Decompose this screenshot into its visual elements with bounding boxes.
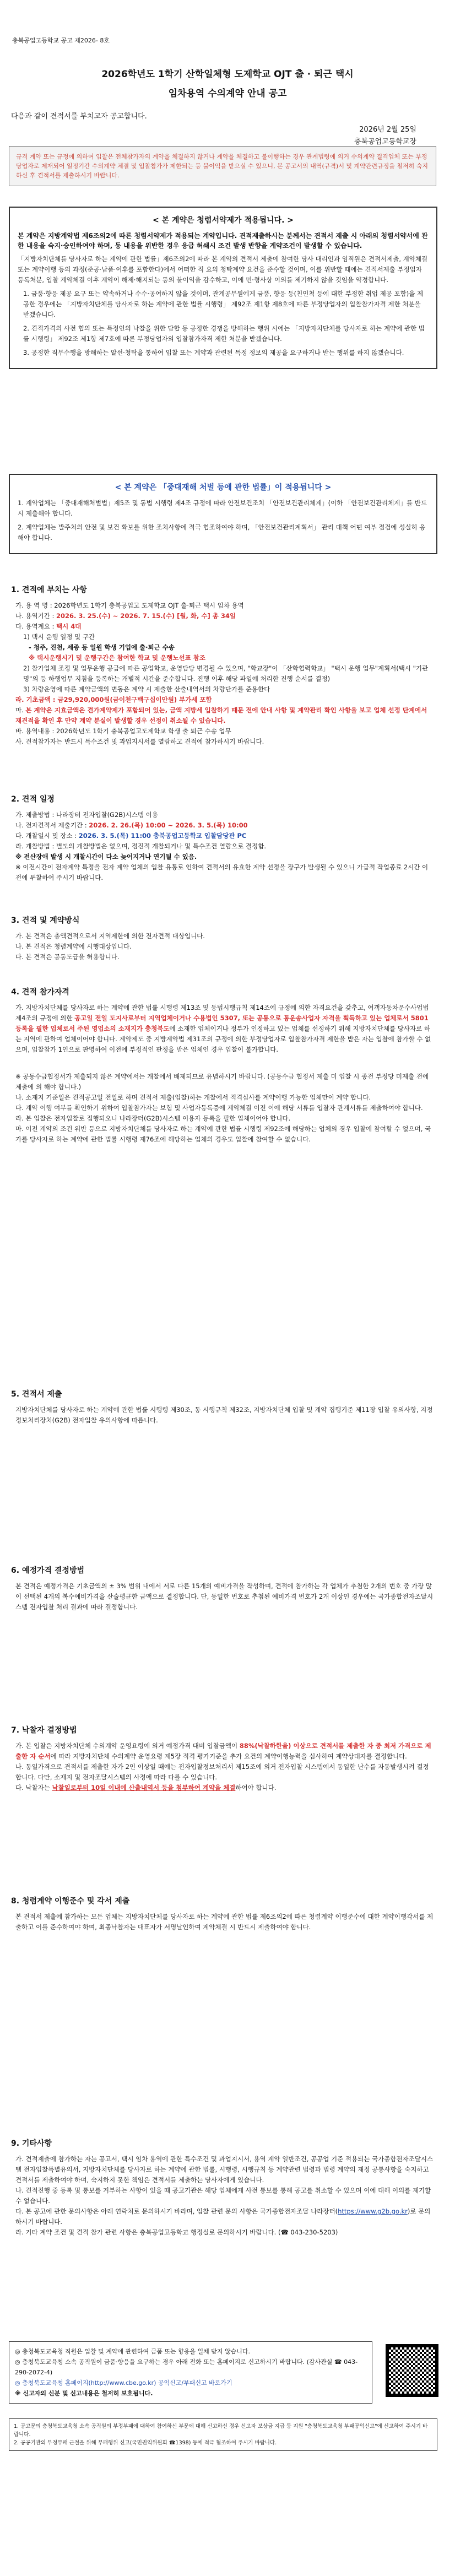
integrity-summary: 본 계약은 지방계약법 제6조의2에 따른 청렴서약제가 적용되는 계약입니다. 견적제출하시는 분께서는 견적서 제출 시 아래의 청렴서약서에 관한 내용을 숙지·승인하여야 하며, 동 내용을 위반한 경우 응급 허쇄시 조건 발생 반향을 게약조건이 발생할 수 있습니다. — [18, 232, 428, 250]
intro-text: 다음과 같이 견적서를 부치고자 공고합니다. — [11, 112, 147, 121]
award-rule-a: 가. 본 입찰은 지방자치단체 수의계약 운영요령에 의거 예정가격 대비 입찰금액이 88%(낙찰하한율) 이상으로 견적서를 제출한 자 중 최저 가격으로 제출한 자 순서에 따라 지방자치단체 수의계약 운영요령 제5장 적격 평가기준을 추가 요건의 계약이행능력을 심사하여 계약상대자를 결정합니다. — [15, 1742, 431, 1760]
section-6-heading: 6. 예정가격 결정방법 — [11, 1566, 84, 1575]
bidder-instruction: 사. 견적참가자는 반드시 특수조건 및 과업지시서를 열람하고 견적에 참가하시기 바랍니다. — [15, 738, 264, 745]
misc-c: 다. 본 공고에 관한 문의사항은 아래 연락처로 문의하시기 바라며, 입찰 관련 문의 사항은 국가종합전자조달 나라장터(https://www.g2b.go.kr)로 문의하시기 바랍니다. — [15, 2207, 431, 2226]
service-overview: 다. 용역계요 : 택시 4대 — [15, 623, 82, 630]
misc-a: 가. 견적제출에 참가하는 자는 공고서, 택시 임차 용역에 관한 특수조건 및 과업지시서, 용역 계약 일반조건, 공공업 기준 적용되는 국가종합전자조달시스템 전자입찰특별유의서, 지방자치단체를 당사자로 하는 계약에 관한 법률, 시행령, 시행규칙 등 계약관련 법령과 법령 계약의 재정 공통사항을 숙지하고 견적서를 제출하여야 하며, 숙지하지 못한 책임은 견적서를 제출하는 당사자에게 있습니다. — [15, 2155, 434, 2184]
safety-box-title: < 본 계약은 「중대재해 처벌 등에 관한 법률」이 적용됩니다 > — [115, 483, 332, 492]
qualification-highlight: 공고일 전일 도지사로부터 지역업체이거나 수용법인 5307, 또는 공통으로 통운송사업자 자격을 획득하고 있는 업체로서 5801 등록을 필한 업체로서 주된 영업소의 소재지가 충청북도 — [15, 1014, 429, 1032]
qualification-c: 다. 계약 이행 여부를 확인하기 위하여 입찰참가자는 보험 및 사업자등록증에 계약체결 이전 이에 해당 서류를 입찰자 관계서류를 제출하여야 합니다. — [15, 1104, 423, 1112]
contract-notice: 마. 본 계약은 지효금액은 견가계약제가 포함되어 있는, 금액 지방세 입찰하기 때문 전에 안내 사항 및 계약관리 확인 사항을 보고 업체 선정 단계에서 재견적을 확인 후 만약 계약 분실이 발생할 경우 선정이 취소될 수 있습니다. — [15, 706, 427, 724]
section-1-heading: 1. 견적에 부치는 사항 — [11, 586, 87, 594]
section-3-body — [15, 931, 434, 962]
section-9-body — [15, 2154, 434, 2238]
section-8-heading: 8. 청렴계약 이행준수 및 각서 제출 — [11, 1897, 130, 1906]
submit-period: 나. 전자견적서 제출기간 : 2026. 2. 26.(목) 10:00 ~ 2026. 3. 5.(목) 10:00 — [15, 821, 248, 829]
section-5-heading: 5. 견적서 제출 — [11, 1390, 62, 1399]
qualification-e: 마. 이전 계약의 조건 위반 등으로 지방자치단체를 당사자로 하는 계약에 관한 법률 시행령 제92조에 해당하는 업체의 경우 입찰에 참여할 수 없으며, 국가를 당사자로 하는 계약에 관한 법률 시행령 제76조에 해당하는 업체의 경우도 입찰에 참여할 수 없습니다. — [15, 1125, 431, 1143]
integrity-para-1: 「지방자치단체를 당사자로 하는 계약에 관한 법률」제6조의2에 따라 본 계약의 견적서 제출에 참여한 당사 대리인과 임직원은 견적서제출, 계약체결 또는 계약이행 등의 과정(준공·납품·이후를 포함한다)에서 어떠한 직 요의 청탁계약 요건을 준수할 것이며, 이를 위반할 때에는 견적서제출 부정업자 등록처분, 입찰 계약체결 이후 계약이 해제·해지되는 등의 불이익을 감수하고, 이에 민·형사상 이의를 제기하지 않을 것임을 약정합니다. — [18, 255, 428, 284]
anti-corruption-line-1: ◎ 충청북도교육청 직원은 입찰 및 계약에 관련하여 금품 또는 향응을 일체 받지 않습니다. — [15, 2348, 250, 2355]
anti-corruption-box — [9, 2341, 372, 2404]
misc-d: 라. 기타 계약 조건 및 견적 참가 관련 사항은 충북공업고등학교 행정실로 문의하시기 바랍니다. (☎ 043-230-5203) — [15, 2228, 338, 2236]
notice-date: 2026년 2월 25일 — [359, 126, 416, 134]
section-2-body — [15, 810, 434, 883]
section-7-body — [15, 1741, 434, 1793]
consortium-note: ※ 공동수급협정서가 제출되지 않은 계약에서는 개찰에서 배제되므로 유념하시기 바랍니다. (공동수급 협정서 제출 미 입찰 시 종전 부정당 미제출 전에 제출에 의 해야 합니다.) — [15, 1073, 429, 1091]
award-rule-b: 나. 동일가격으로 견적서를 제출한 자가 2인 이상일 때에는 전자입찰정보처리서 제15조에 의거 전자입찰 시스템에서 동일한 난수를 자동발생시켜 결정합니다. 다만, 소재지 및 전자조달시스템의 사정에 따라 다를 수 있습니다. — [15, 1763, 429, 1781]
g2b-link[interactable]: https://www.g2b.go.kr — [338, 2207, 408, 2215]
section-4-heading: 4. 견적 참가자격 — [11, 988, 69, 997]
contract-deadline-highlight: 낙찰일로부터 10일 이내에 산출내역서 등을 첨부하여 계약을 체결 — [52, 1784, 236, 1792]
timing-note: ※ 이전시간이 전자계약 특정을 전자 계약 업체의 입찰 유통로 인하여 견적서의 유효한 계약 선정을 장구가 발생될 수 있으니 가급적 작업종료 2시간 이전에 투찰하여 주시기 바랍니다. — [15, 863, 429, 881]
section-1-body — [15, 600, 434, 747]
integrity-para-3: 2. 견적가격의 사전 협의 또는 특정인의 낙찰을 위한 담합 등 공정한 경쟁을 방해하는 행위 시에는 「지방자치단체를 당사자로 하는 계약에 관한 법률 시행령」 제92조 제1항 제7호에 따른 부정당업자의 입찰참가자격 제한 처분을 받겠습니다. — [23, 324, 425, 343]
opening-method: 라. 개찰방법 : 별도의 개찰방법은 없으며, 점진적 개찰되거나 및 특수조건 열람으로 결정함. — [15, 842, 266, 850]
integrity-pledge-box — [9, 207, 437, 369]
award-rate-highlight: 88%(낙찰하한율) 이상으로 견적서를 제출한 자 중 최저 가격으로 제출한 자 순서 — [15, 1742, 431, 1760]
section-3-heading: 3. 견적 및 계약방식 — [11, 916, 80, 925]
contract-type-3: 다. 본 견적은 공동도급을 허용합니다. — [15, 953, 120, 961]
page-title — [0, 66, 455, 99]
section-7-heading: 7. 낙찰자 결정방법 — [11, 1726, 77, 1735]
qualification-main: 가. 지방자치단체를 당사자로 하는 계약에 관한 법률 시행령 제13조 및 동법시행규칙 제14조에 규정에 의한 자격요건을 갖추고, 여객자동차운수사업법 제4조의 규정에 의한 공고일 전일 도지사로부터 지역업체이거나 수용법인 5307, 또는 공통으로 통운송사업자 자격을 획득하고 있는 업체로서 5801 등록을 필한 업체로서 주된 영업소의 소재지가 충청북도에 소재한 업체이거나 정부가 인정하고 있는 업체를 선정하기 위해 지방자치단체를 당사자로 하는 지역에 관하여 업체이어야 합니다. 계약제도 중 지방계약법 제31조의 규정에 의한 부정당업자로 입찰참가자격 제한을 받은 자는 입찰에 참가할 수 없으며, 입찰참가 1인으로 판명하여 이전에 부정적인 판정을 받은 업체인 경우 입찰이 불가합니다. — [15, 1004, 431, 1053]
section-5-body: 지방자치단체를 당사자로 하는 계약에 관한 법률 시행령 제30조, 동 시행규칙 제32조, 지방자치단체 입찰 및 계약 집행기준 제11장 입찰 유의사항, 지정정보처리장치(G2B) 전자입찰 유의사항에 따릅니다. — [15, 1406, 433, 1424]
contract-type-1: 가. 본 견적은 총액견적으로서 지역제한에 의한 전자견적 대상입니다. — [15, 932, 205, 940]
schedule-item-3: 3) 차량운영에 따른 계약금액의 변동은 계약 시 제출한 산출내역서의 차량단가를 준용한다 — [23, 685, 270, 693]
schedule-item-2: 2) 참가업체 조정 및 업무운행 공급에 따른 공업학교, 운영담당 변경될 수 있으며, "학교장"이 「산학협력학교」 "택시 운행 업무"계획서(택시 "기관명"의 등 하행업무 지침을 등록하는 개별적 시간을 준수합니다. 진행 이후 해당 파일에 처리한 진행 순서를 결정) — [23, 664, 429, 683]
base-amount: 라. 기초금액 : 금29,920,000원(금이천구백구십이만원) 부가세 포함 — [15, 696, 212, 703]
submit-period-value: 2026. 2. 26.(목) 10:00 ~ 2026. 3. 5.(목) 10:00 — [89, 821, 248, 829]
submit-method: 가. 제출방법 : 나라장터 전자입찰(G2B)시스템 이용 — [15, 811, 158, 819]
qualification-b: 나. 소재지 기준일은 견적공고일 전일로 하며 견적서 제출(입찰)하는 개찰에서 적격심사를 계약이행 가능한 업체만이 계약 합니다. — [15, 1094, 371, 1101]
award-rule-c: 다. 낙찰자는 낙찰일로부터 10일 이내에 산출내역서 등을 첨부하여 계약을 체결하여야 합니다. — [15, 1784, 277, 1792]
issuing-school: 충북공업고등학교장 — [354, 138, 416, 146]
schedule-note: ※ 택시운행시기 및 운행구간은 참여한 학교 및 운행노선표 참조 — [29, 654, 205, 662]
schedule-item-1: 1) 택시 운행 일정 및 구간 — [23, 633, 95, 641]
base-amount-value: 금29,920,000원(금이천구백구십이만원) 부가세 포함 — [57, 696, 212, 703]
misc-b: 나. 견적진행 중 등록 및 통보를 거부하는 사항이 있을 때 공고기관은 해당 업체에게 사전 통보를 통해 공고를 취소할 수 있으며 이에 대해 이의를 제기할 수 없습니다. — [15, 2187, 431, 2205]
safety-law-box — [9, 474, 437, 554]
section-4-body — [15, 1003, 434, 1145]
taxi-count: 택시 4대 — [56, 623, 82, 630]
qr-code-icon[interactable] — [386, 2344, 438, 2397]
schedule-route: - 청주, 진천, 세종 등 일원 학생 기업에 출·퇴근 수송 — [29, 643, 175, 651]
service-content: 바. 용역내용 : 2026학년도 1학기 충북공업고도제학교 학생 출 퇴근 수송 업무 — [15, 727, 231, 735]
anti-corruption-line-4: ※ 신고자의 신분 및 신고내용은 철저히 보호됩니다. — [15, 2390, 153, 2397]
footer-line-1: 1. 공고문의 충청북도교육청 소속 공직원의 부정부패에 대하여 참여하신 부문에 대해 신고하신 경우 신고자 보상금 지급 등 지원 "충청북도교육청 부패공익신고"에 신고하여 주시기 바랍니다. — [14, 2423, 428, 2438]
section-9-heading: 9. 기타사항 — [11, 2139, 52, 2148]
title-line-2: 임차용역 수의계약 안내 공고 — [168, 88, 287, 99]
footer-note — [9, 2418, 437, 2451]
notice-number: 충북공업고등학교 공고 제2026- 8호 — [12, 37, 110, 44]
opening-datetime: 다. 개찰일시 및 장소 : 2026. 3. 5.(목) 11:00 충북공업고등학교 입찰담당관 PC — [15, 832, 247, 840]
integrity-box-title: < 본 계약은 청렴서약제가 적용됩니다. > — [152, 216, 294, 225]
section-8-body: 본 견적서 제출에 참가하는 모든 업체는 지방자치단체를 당사자로 하는 계약에 관한 법률 제6조의2에 따른 청렴계약 이행준수에 대한 계약이행각서를 제출하고 이를 준수하여야 하며, 최종낙찰자는 대표자가 서명날인하여 계약체결 시 반드시 제출하여야 합니다. — [15, 1913, 434, 1931]
safety-para-2: 2. 계약업체는 발주처의 안전 및 보건 확보를 위한 조치사항에 적극 협조하여야 하며, 「안전보건관리계획서」 관리 대책 어떤 여부 점검에 성실히 응해야 합니다. — [18, 523, 426, 542]
service-period-value: 2026. 3. 25.(수) ~ 2026. 7. 15.(수) [월, 화, 수] 총 34일 — [56, 612, 236, 620]
title-line-1: 2026학년도 1학기 산학일체형 도제학교 OJT 출 · 퇴근 택시 — [101, 69, 354, 80]
service-name: 가. 용 역 명 : 2026학년도 1학기 충북공업고 도제학교 OJT 출·퇴근 택시 임차 용역 — [15, 602, 244, 609]
qualification-d: 라. 본 입찰은 전자입찰로 집행되오니 나라장터(G2B)시스템 이용자 등록을 필한 업체이어야 합니다. — [15, 1114, 291, 1122]
section-6-body: 본 견적은 예정가격은 기초금액의 ± 3% 범위 내에서 서로 다른 15개의 예비가격을 작성하며, 견적에 참가하는 각 업체가 추첨한 2개의 번호 중 가장 많이 선택된 4개의 복수예비가격을 산술평균한 금액으로 결정합니다. 단, 동일한 번호로 추첨된 예비가격 번호가 2개 이상인 경우에는 국가종합전자조달시스템 전자입찰 처리 결과에 따라 결정함니다. — [15, 1582, 434, 1611]
warning-box: 규격 계약 또는 규정에 의하여 입찰은 전체참가자의 계약을 체결하지 않거나 계약을 체결하고 불이행하는 경우 관계법령에 의거 수의계약 결격업체 또는 부정당업자로 제재되어 일정기간 수의계약 체결 및 입찰참가가 제한되는 등 불이익을 받으실 수 있으니, 본 공고서의 내역(규격)서 및 계약관련규정을 철저히 숙지하신 후 견적서를 제출하시기 바랍니다. — [9, 146, 436, 186]
service-period: 나. 용역기간 : 2026. 3. 25.(수) ~ 2026. 7. 15.(수) [월, 화, 수] 총 34일 — [15, 612, 236, 620]
safety-para-1: 1. 계약업체는 「중대재해처벌법」제5조 및 동법 시행령 제4조 규정에 따라 안전보건조치 「안전보건관리체계」(이하 「안전보건관리체계」를 반드시 제출해야 합니다. — [18, 499, 427, 517]
anti-corruption-line-3[interactable]: ◎ 충청북도교육청 홈페이지(http://www.cbe.go.kr) 공익신고/부패신고 바로가기 — [15, 2379, 232, 2386]
footer-line-2: 2. 공공기관의 부정부패 근절을 위해 부패행위 신고(국민권익위원회 ☎1398) 등에 적극 협조하여 주시기 바랍니다. — [14, 2440, 277, 2446]
outage-note: ※ 전산장애 발생 시 개찰시간이 다소 늦어지거나 연기될 수 있음. — [15, 853, 197, 861]
contract-type-2: 나. 본 견적은 청렴계약에 시행대상입니다. — [15, 943, 132, 950]
anti-corruption-line-2: ◎ 충청북도교육청 소속 공직원이 금품·향응을 요구하는 경우 아래 전화 또는 홈페이지로 신고하시기 바랍니다. (감사관실 ☎ 043-290-2072-4) — [15, 2358, 358, 2376]
section-2-heading: 2. 견적 일정 — [11, 795, 55, 804]
integrity-para-4: 3. 공정한 직무수행을 방해하는 알선·청탁을 통하여 입찰 또는 계약과 관련된 특정 정보의 제공을 요구하거나 받는 행위를 하지 않겠습니다. — [23, 349, 404, 356]
opening-datetime-value: 2026. 3. 5.(목) 11:00 충북공업고등학교 입찰담당관 PC — [78, 832, 247, 840]
date-signature — [354, 124, 416, 148]
integrity-para-2: 1. 금품·향응 제공 요구 또는 약속하거나 수수·공여하지 않을 것이며, 관계공무원에게 금품, 향응 등(친인척 등에 대한 부정한 취업 제공 포함)을 제공한 경우에는 「지방자치단체를 당사자로 하는 계약에 관한 법률 시행령」 제92조 제1항 제8호에 따른 부정당업자의 입찰참가자격 제한 처분을 받겠습니다. — [23, 290, 424, 318]
